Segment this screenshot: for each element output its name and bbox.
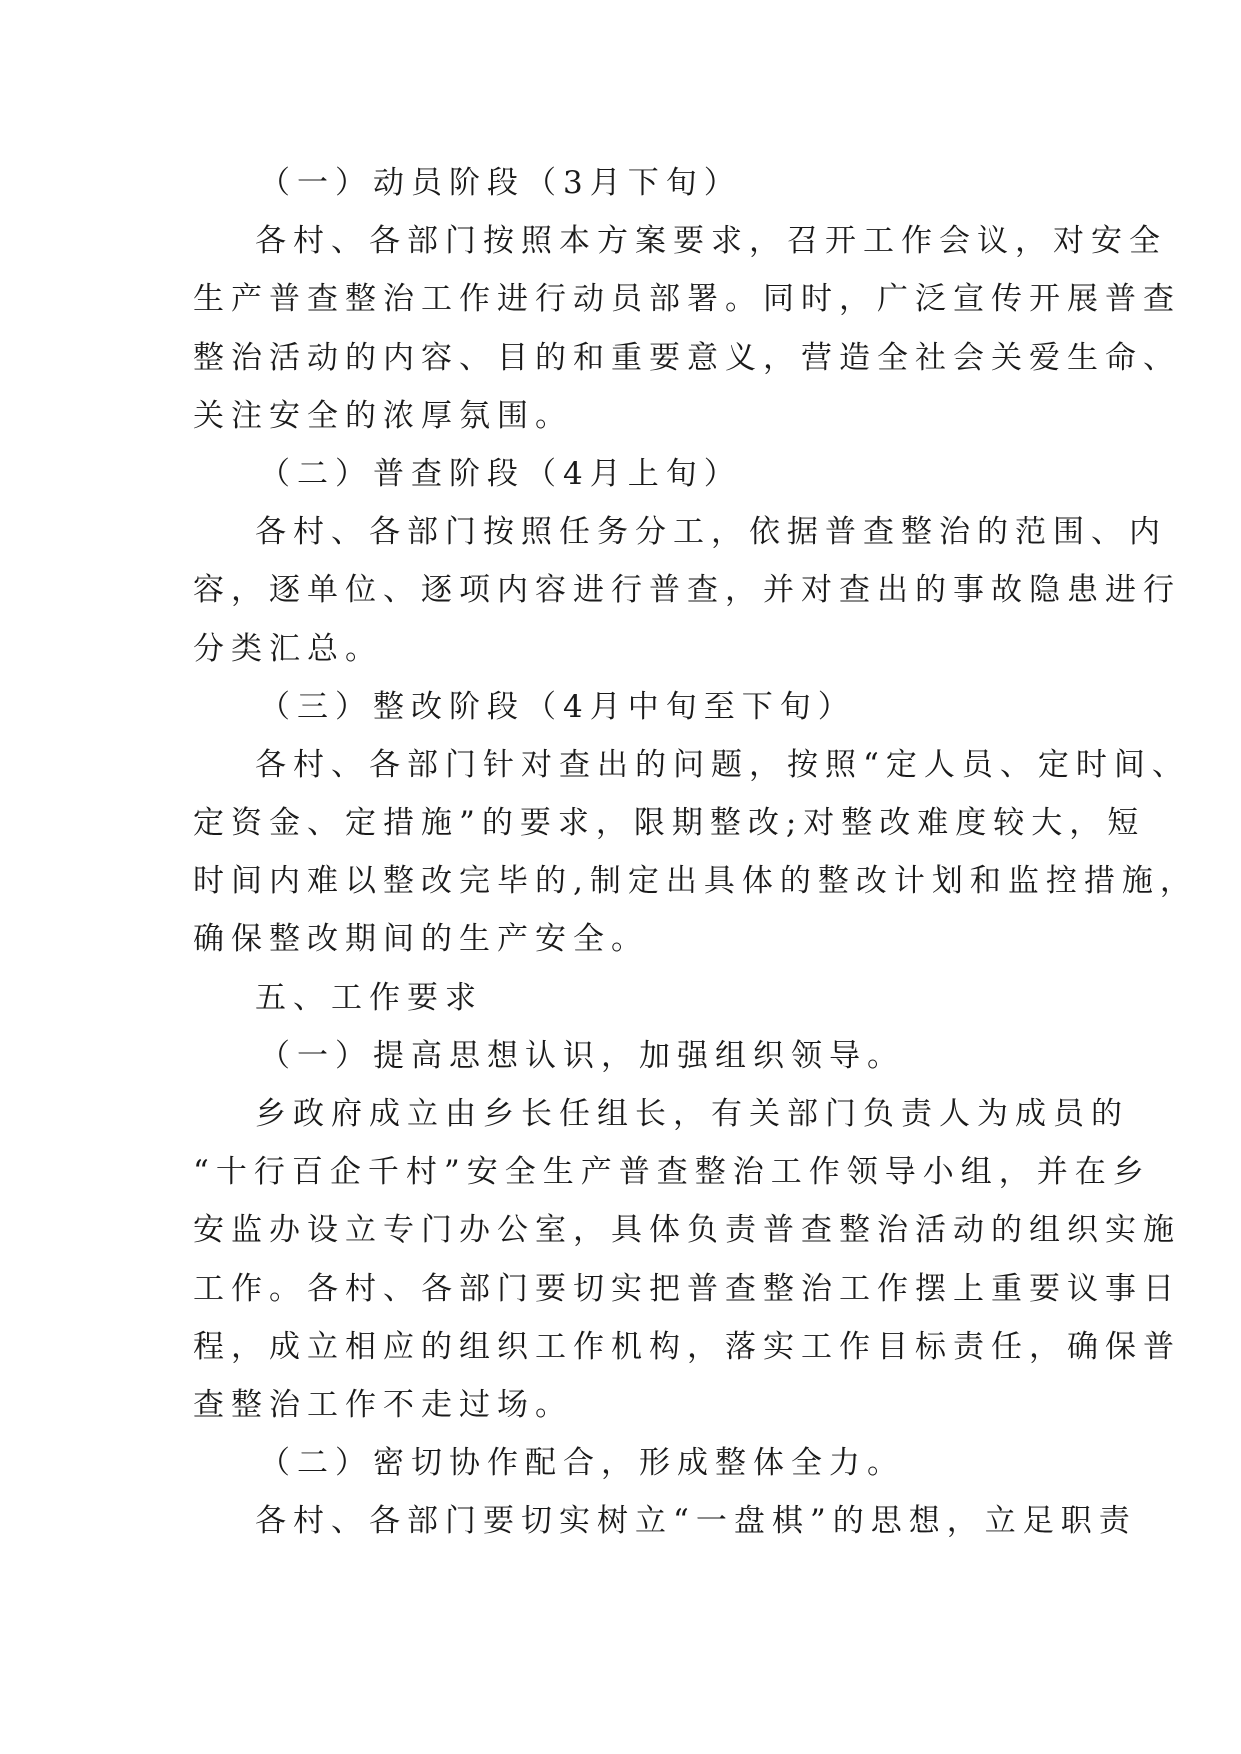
section-heading-rectification: （三）整改阶段（4月中旬至下旬） [259, 688, 856, 725]
paragraph-line: 各村、各部门要切实树立“一盘棋”的思想，立足职责 [255, 1503, 1137, 1540]
paragraph-line: 程，成立相应的组织工作机构，落实工作目标责任，确保普 [193, 1328, 1181, 1365]
paragraph-line: 各村、各部门针对查出的问题，按照“定人员、定时间、 [255, 746, 1190, 783]
paragraph-line: 生产普查整治工作进行动员部署。同时，广泛宣传开展普查 [193, 281, 1181, 318]
paragraph-line: 各村、各部门按照任务分工，依据普查整治的范围、内 [255, 514, 1167, 551]
section-heading-survey: （二）普查阶段（4月上旬） [259, 455, 742, 492]
paragraph-line: 确保整改期间的生产安全。 [193, 921, 649, 958]
paragraph-line: 关注安全的浓厚氛围。 [193, 397, 573, 434]
chapter-heading-work-requirements: 五、工作要求 [255, 979, 483, 1016]
paragraph-line: 分类汇总。 [193, 630, 383, 667]
paragraph-line: 查整治工作不走过场。 [193, 1386, 573, 1423]
paragraph-line: 各村、各部门按照本方案要求，召开工作会议，对安全 [255, 223, 1167, 260]
section-heading-awareness: （一）提高思想认识，加强组织领导。 [259, 1037, 905, 1074]
paragraph-line: “十行百企千村”安全生产普查整治工作领导小组，并在乡 [193, 1154, 1151, 1191]
paragraph-line: 容，逐单位、逐项内容进行普查，并对查出的事故隐患进行 [193, 572, 1181, 609]
paragraph-line: 乡政府成立由乡长任组长，有关部门负责人为成员的 [255, 1096, 1129, 1132]
paragraph-line: 安监办设立专门办公室，具体负责普查整治活动的组织实施 [193, 1212, 1181, 1249]
section-heading-mobilization: （一）动员阶段（3月下旬） [259, 165, 742, 201]
document-body [193, 154, 1198, 1551]
paragraph-line: 整治活动的内容、目的和重要意义，营造全社会关爱生命、 [193, 339, 1181, 376]
paragraph-line: 定资金、定措施”的要求，限期整改;对整改难度较大，短 [193, 805, 1146, 842]
paragraph-line: 时间内难以整改完毕的,制定出具体的整改计划和监控措施， [193, 863, 1198, 900]
section-heading-cooperation: （二）密切协作配合，形成整体全力。 [259, 1445, 905, 1482]
paragraph-line: 工作。各村、各部门要切实把普查整治工作摆上重要议事日 [193, 1270, 1181, 1307]
